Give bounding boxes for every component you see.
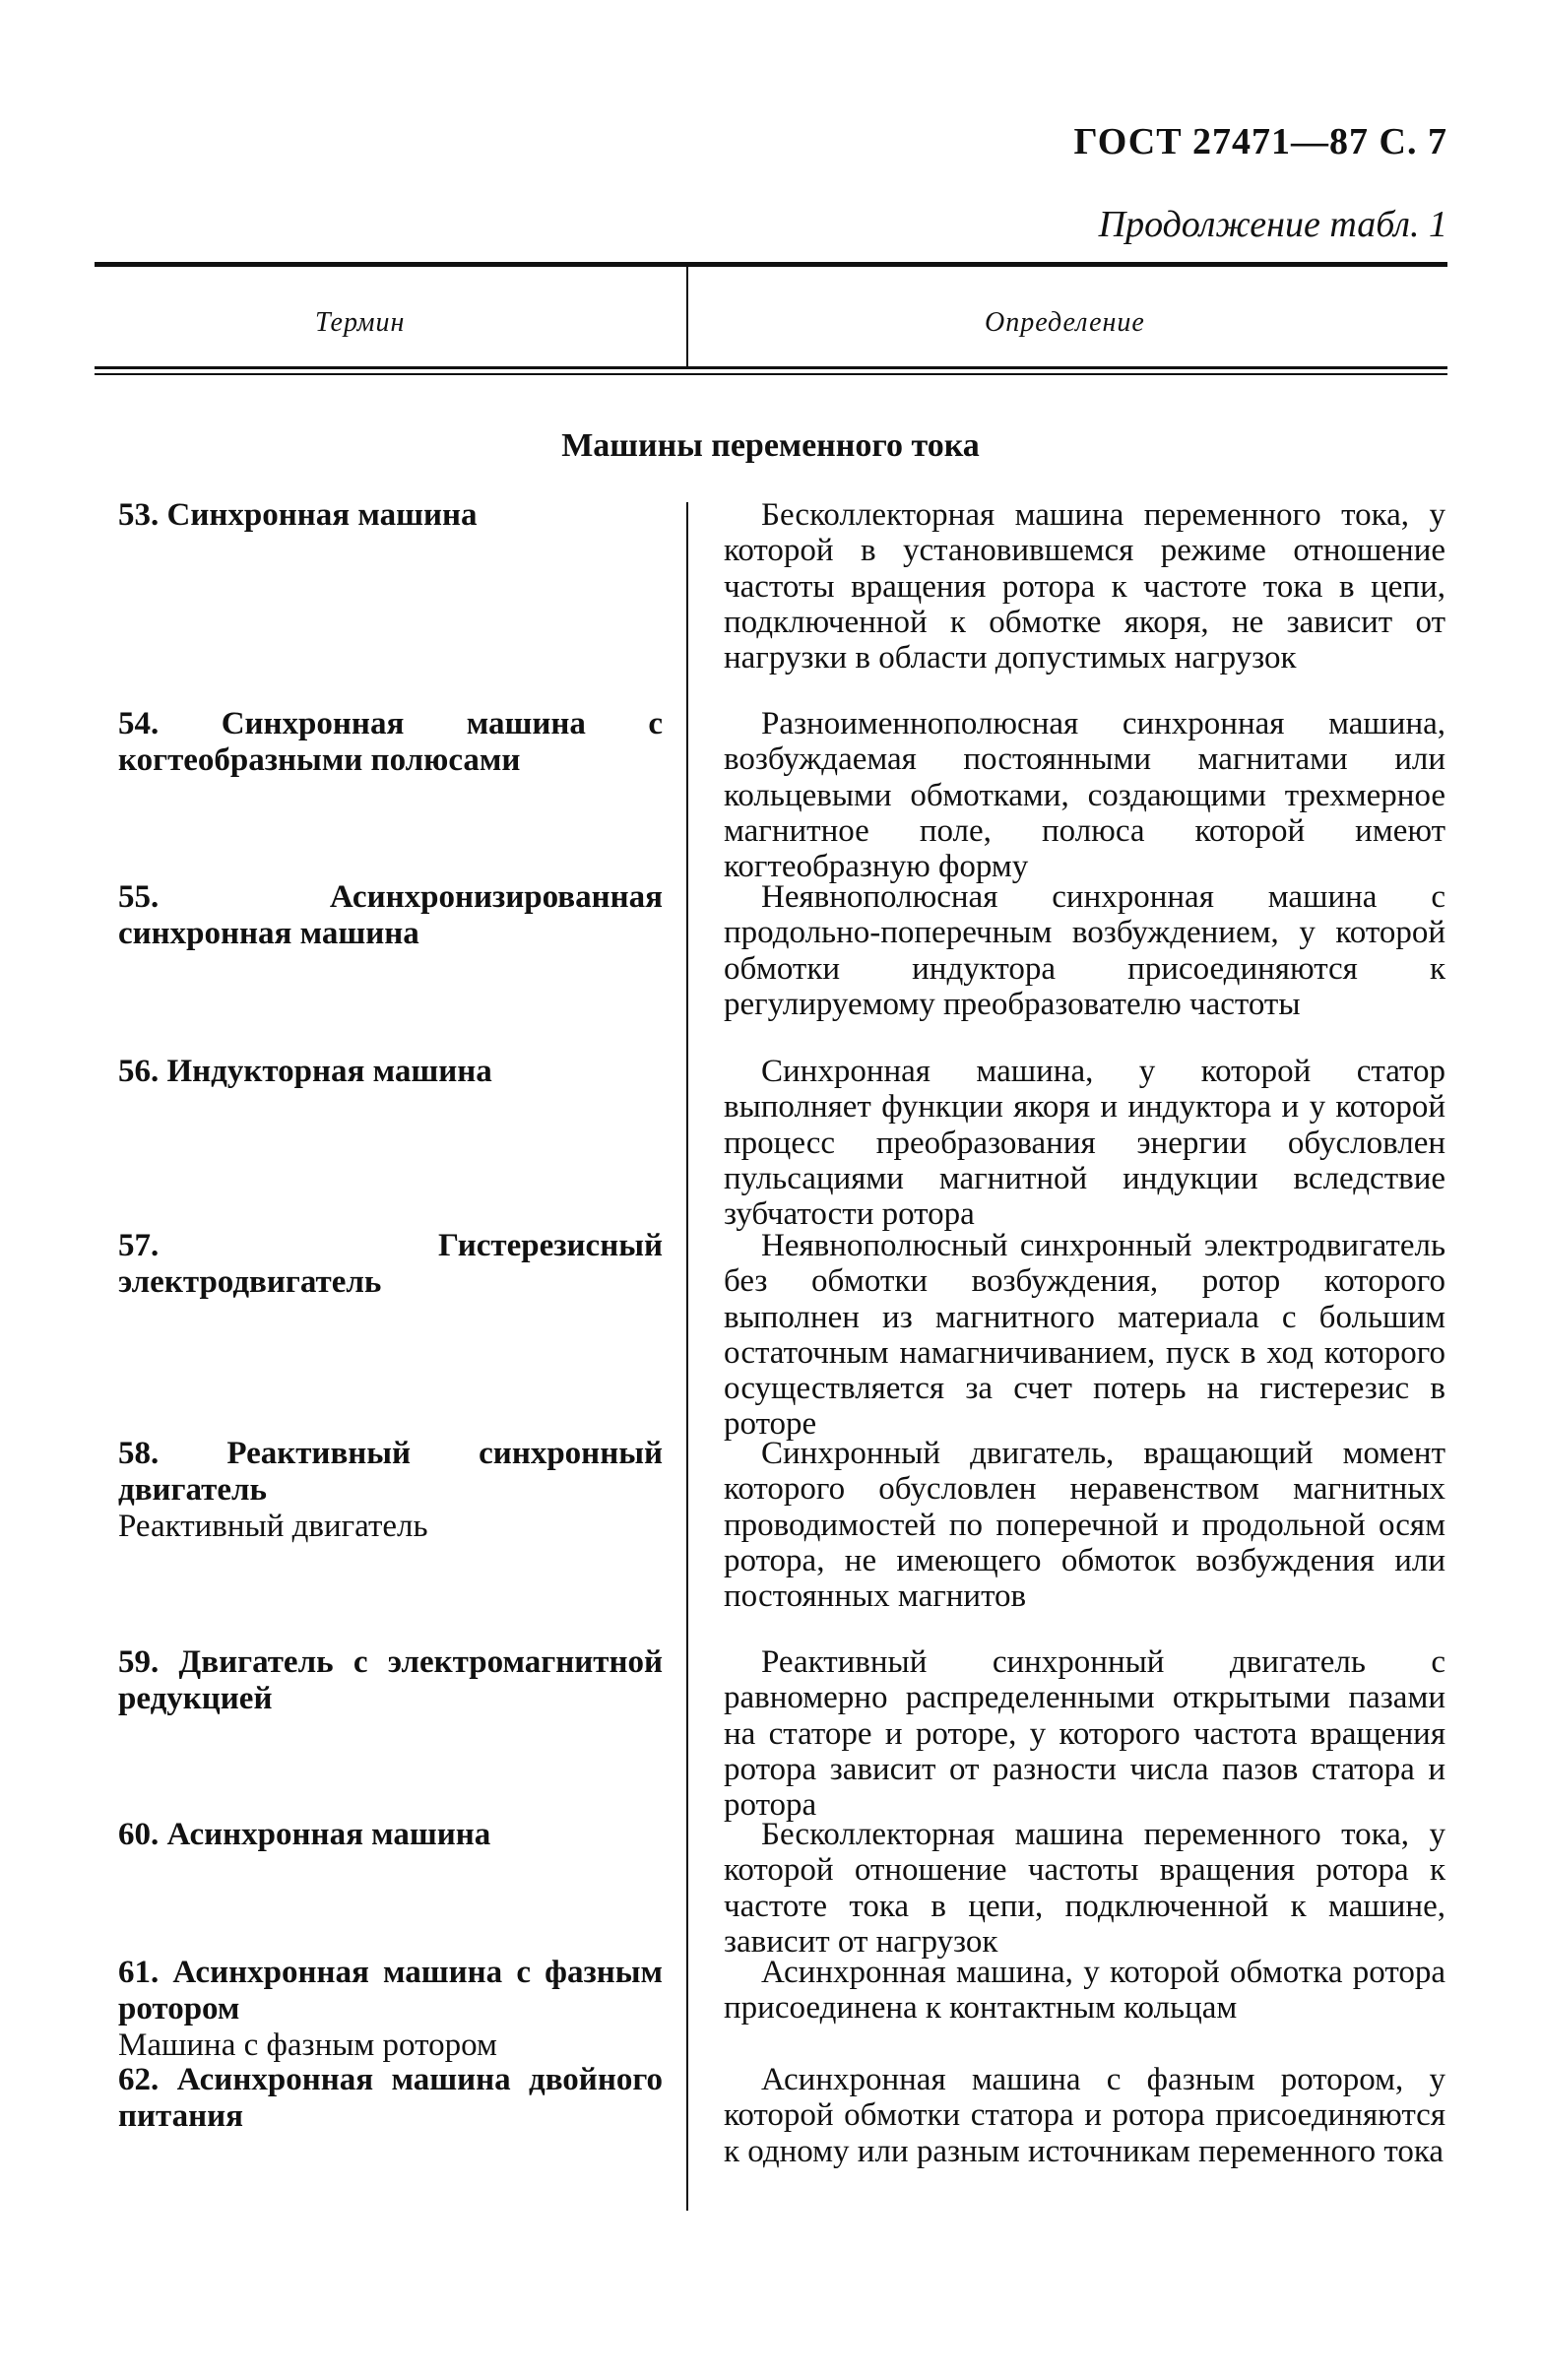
definition-cell: Неявнополюсная синхронная машина с продольно-поперечным возбуждением, у которой обмотки индуктора присоединяются к регулируемому преобразователю частоты	[724, 879, 1445, 1022]
term-cell	[118, 1955, 663, 2064]
term-title: 56. Индукторная машина	[118, 1054, 492, 1089]
term-cell	[118, 1228, 663, 1301]
term-cell	[118, 1054, 663, 1090]
definition-cell: Синхронный двигатель, вращающий момент которого обусловлен неравенством магнитных проводимостей по поперечной и продольной осям ротора, не имеющего обмоток возбуждения или постоянных магнитов	[724, 1436, 1445, 1615]
term-title: 53. Синхронная машина	[118, 497, 478, 533]
header-bottom-rule-double	[95, 373, 1447, 375]
definition-cell: Асинхронная машина, у которой обмотка ротора присоединена к контактным кольцам	[724, 1955, 1445, 2026]
table-continuation-label: Продолжение табл. 1	[1098, 204, 1447, 245]
header-bottom-rule	[95, 366, 1447, 369]
page-header: ГОСТ 27471—87 С. 7	[1073, 121, 1447, 162]
definition-cell: Асинхронная машина с фазным ротором, у которой обмотки статора и ротора присоединяются к одному или разным источникам переменного тока	[724, 2062, 1445, 2169]
definition-cell: Бесколлекторная машина переменного тока, у которой отношение частоты вращения ротора к частоте тока в цепи, подключенной к машине, зависит от нагрузок	[724, 1817, 1445, 1960]
section-title: Машины переменного тока	[561, 427, 980, 464]
term-title: 58. Реактивный синхронный двигатель	[118, 1436, 663, 1508]
term-title: 61. Асинхронная машина с фазным ротором	[118, 1955, 663, 2026]
term-cell	[118, 1644, 663, 1717]
term-title: 55. Асинхронизированная синхронная машина	[118, 879, 663, 951]
term-cell	[118, 1436, 663, 1545]
term-title: 60. Асинхронная машина	[118, 1817, 491, 1852]
term-cell	[118, 706, 663, 779]
term-title: 62. Асинхронная машина двойного питания	[118, 2062, 663, 2134]
term-cell	[118, 497, 663, 534]
column-divider	[686, 502, 688, 2211]
column-header-term: Термин	[315, 307, 406, 338]
term-title: 54. Синхронная машина с когтеобразными полюсами	[118, 706, 663, 778]
term-cell	[118, 2062, 663, 2135]
term-synonym: Реактивный двигатель	[118, 1509, 428, 1544]
definition-cell: Синхронная машина, у которой статор выполняет функции якоря и индуктора и у которой процесс преобразования энергии обусловлен пульсациями магнитной индукции вследствие зубчатости ротора	[724, 1054, 1445, 1233]
definition-cell: Бесколлекторная машина переменного тока, у которой в установившемся режиме отношение частоты вращения ротора к частоте тока в цепи, подключенной к обмотке якоря, не зависит от нагрузки в области допустимых нагрузок	[724, 497, 1445, 676]
term-title: 59. Двигатель с электромагнитной редукцией	[118, 1644, 663, 1716]
column-header-definition: Определение	[985, 307, 1145, 338]
term-synonym: Машина с фазным ротором	[118, 2027, 497, 2063]
term-title: 57. Гистерезисный электродвигатель	[118, 1228, 663, 1300]
table-top-rule	[95, 262, 1447, 267]
definition-cell: Реактивный синхронный двигатель с равномерно распределенными открытыми пазами на статоре и роторе, у которого частота вращения ротора зависит от разности числа пазов статора и ротора	[724, 1644, 1445, 1824]
definition-cell: Неявнополюсный синхронный электродвигатель без обмотки возбуждения, ротор которого выполнен из магнитного материала с большим остаточным намагничиванием, пуск в ход которого осуществляется за счет потерь на гистерезис в роторе	[724, 1228, 1445, 1443]
definition-cell: Разноименнополюсная синхронная машина, возбуждаемая постоянными магнитами или кольцевыми обмотками, создающими трехмерное магнитное поле, полюса которой имеют когтеобразную форму	[724, 706, 1445, 885]
term-cell	[118, 1817, 663, 1853]
header-divider	[686, 264, 688, 366]
term-cell	[118, 879, 663, 952]
